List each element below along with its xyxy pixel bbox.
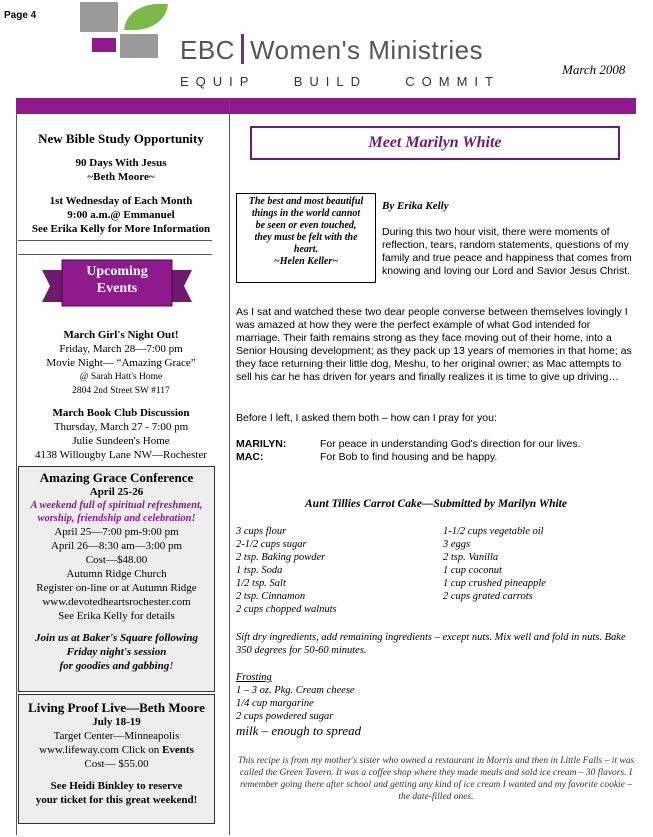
book-club-line2: Julie Sundeen's Home xyxy=(72,435,170,447)
amazing-grace-website[interactable]: www.devotedheartsrochester.com xyxy=(42,596,191,608)
ingredient: 1 tsp. Soda xyxy=(236,565,283,576)
frosting-item: milk – enough to spread xyxy=(236,723,362,738)
amazing-grace-join2: Friday night's session xyxy=(66,646,167,658)
frosting-title: Frosting xyxy=(236,672,272,683)
bible-study-line3: 1st Wednesday of Each Month xyxy=(49,195,193,207)
brand-left: EBC xyxy=(180,35,235,65)
living-proof-line1: Target Center—Minneapolis xyxy=(53,730,180,742)
living-proof-box xyxy=(18,694,215,824)
girls-night-line3: @ Sarah Hatt's Home xyxy=(79,372,163,382)
living-proof-dates: July 18-19 xyxy=(92,716,141,728)
girls-night-line1: Friday, March 28—7:00 pm xyxy=(59,343,183,355)
amazing-grace-tagline: A weekend full of spiritual refreshment, worship, friendship and celebration! xyxy=(30,500,203,524)
living-proof-website[interactable]: www.lifeway.com Click on xyxy=(39,744,163,756)
amazing-grace-line5: Register on-line or at Autumn Ridge xyxy=(36,582,197,594)
living-proof-events: Events xyxy=(162,744,194,756)
quote-line3: be seen or even touched, xyxy=(255,220,357,231)
amazing-grace-join1: Join us at Baker's Square following xyxy=(35,632,198,644)
quote-author: ~Helen Keller~ xyxy=(274,256,338,267)
quote-line4: they must be felt with the xyxy=(254,232,358,243)
ingredient: 1/2 tsp. Salt xyxy=(236,578,286,589)
header-purple-bar xyxy=(16,98,636,114)
quote-line2: things in the world cannot xyxy=(251,208,361,219)
ingredient: 2 cups chopped walnuts xyxy=(236,604,337,615)
girls-night-title: March Girl's Night Out! xyxy=(63,329,179,341)
events-banner-line2: Events xyxy=(96,281,138,296)
issue-date: March 2008 xyxy=(562,62,626,77)
book-club-title: March Book Club Discussion xyxy=(52,407,190,419)
amazing-grace-join-mark: ! xyxy=(169,660,174,672)
amazing-grace-title: Amazing Grace Conference xyxy=(39,470,194,485)
brand-title xyxy=(180,34,483,66)
amazing-grace-line1: April 25—7:00 pm-9:00 pm xyxy=(54,526,179,538)
recipe-instructions: Sift dry ingredients, add remaining ingredients – except nuts. Mix well and fold in nuts. Bake 350 degrees for 50-60 minutes. xyxy=(236,632,626,656)
quote-line5: heart. xyxy=(293,244,319,255)
article-title: Meet Marilyn White xyxy=(250,126,620,160)
events-banner xyxy=(62,263,172,297)
amazing-grace-line2: April 26—8:30 am—3:00 pm xyxy=(50,540,183,552)
prayer-name: MAC: xyxy=(236,451,264,463)
frosting-item: 2 cups powdered sugar xyxy=(236,711,334,722)
girls-night-line4: 2804 2nd Street SW #117 xyxy=(72,386,170,396)
girls-night-section xyxy=(18,328,224,398)
article-byline: By Erika Kelly xyxy=(382,200,449,212)
frosting-item: 1/4 cup margarine xyxy=(236,698,314,709)
column-divider xyxy=(229,98,230,835)
living-proof-line4: See Heidi Binkley to reserve xyxy=(50,780,183,792)
recipe-title: Aunt Tillies Carrot Cake—Submitted by Marilyn White xyxy=(305,498,567,510)
recipe-ingredients-left xyxy=(236,525,436,616)
book-club-section xyxy=(18,406,224,462)
girls-night-line2: Movie Night— “Amazing Grace” xyxy=(46,357,196,369)
article-para3: Before I left, I asked them both – how can I pray for you: xyxy=(236,412,497,424)
amazing-grace-join3: for goodies and gabbing xyxy=(59,660,170,672)
ingredient: 1 cup coconut xyxy=(443,565,502,576)
frosting-item: 1 – 3 oz. Pkg. Cream cheese xyxy=(236,685,355,696)
tagline-build: BUILD xyxy=(293,74,368,89)
bible-study-line5: See Erika Kelly for More Information xyxy=(31,223,211,235)
prayer-text: For Bob to find housing and be happy. xyxy=(320,451,498,463)
book-club-line1: Thursday, March 27 - 7:00 pm xyxy=(53,421,189,433)
bible-study-title: New Bible Study Opportunity xyxy=(38,131,204,146)
prayer-item xyxy=(236,451,636,464)
page-number: Page 4 xyxy=(4,10,37,21)
section-divider xyxy=(18,240,212,241)
amazing-grace-line7: See Erika Kelly for details xyxy=(58,610,175,622)
amazing-grace-line4: Autumn Ridge Church xyxy=(66,568,167,580)
ingredient: 2 cups grated carrots xyxy=(443,591,533,602)
living-proof-title: Living Proof Live—Beth Moore xyxy=(28,700,205,715)
ingredient: 1-1/2 cups vegetable oil xyxy=(443,526,544,537)
helen-keller-quote xyxy=(236,193,376,283)
ingredient: 1 cup crushed pineapple xyxy=(443,578,546,589)
ingredient: 2-1/2 cups sugar xyxy=(236,539,307,550)
ingredient: 2 tsp. Baking powder xyxy=(236,552,326,563)
ingredient: 2 tsp. Vanilla xyxy=(443,552,499,563)
living-proof-line3: Cost— $55.00 xyxy=(84,758,149,770)
prayer-text: For peace in understanding God's direction for our lives. xyxy=(320,438,581,450)
recipe-ingredients-right xyxy=(443,525,633,603)
prayer-list xyxy=(236,438,636,464)
book-club-line3: 4138 Willougby Lane NW—Rochester xyxy=(35,449,207,461)
quote-line1: The best and most beautiful xyxy=(248,196,364,207)
left-border xyxy=(16,114,17,835)
frosting-section xyxy=(236,671,636,739)
brand-right: Women's Ministries xyxy=(249,35,484,65)
events-banner-line1: Upcoming xyxy=(86,264,148,279)
bible-study-section xyxy=(18,132,224,236)
living-proof-line5: your ticket for this great weekend! xyxy=(35,794,198,806)
amazing-grace-box xyxy=(18,466,215,692)
article-para1: During this two hour visit, there were moments of reflection, tears, random statements, questions of my family and true peace and happiness that comes from knowing and loving our Lord and Savior Jesus Christ. xyxy=(382,226,632,277)
ingredient: 2 tsp. Cinnamon xyxy=(236,591,306,602)
amazing-grace-dates: April 25-26 xyxy=(89,486,144,498)
bible-study-line1: 90 Days With Jesus xyxy=(75,157,167,169)
bible-study-line2: ~Beth Moore~ xyxy=(87,171,155,183)
ingredient: 3 eggs xyxy=(443,539,471,550)
prayer-name: MARILYN: xyxy=(236,438,287,450)
ingredient: 3 cups flour xyxy=(236,526,287,537)
recipe-note: This recipe is from my mother's sister who owned a restaurant in Morris and then in Little Falls – it was called the Green Tavern. It was a coffee shop where they made meals and sold ice cream – 30 flavors. I remember going there after school and getting any kind of ice cream I wanted and my favorite cookie – the date-filled ones. xyxy=(237,756,635,802)
bible-study-line4: 9:00 a.m.@ Emmanuel xyxy=(67,209,175,221)
brand-divider xyxy=(241,34,244,64)
ebc-logo-icon xyxy=(80,2,170,62)
tagline-equip: EQUIP xyxy=(180,74,256,89)
section-divider xyxy=(18,254,212,255)
article-para2: As I sat and watched these two dear people converse between themselves lovingly I was amazed at how they were the perfect example of what God intended for marriage. Their faith remains strong as they face moving out of their home, into a Senior Housing development; as they pack up 13 years of memories in that home; as they face returning their little dog, Meshu, to her original owner; as Mac attempts to sell his car he has driven for years and finally realizes it is time to give up driving… xyxy=(236,306,632,383)
tagline xyxy=(180,74,500,89)
prayer-item xyxy=(236,438,636,451)
tagline-commit: COMMIT xyxy=(405,74,500,89)
amazing-grace-line3: Cost—$48.00 xyxy=(85,554,148,566)
